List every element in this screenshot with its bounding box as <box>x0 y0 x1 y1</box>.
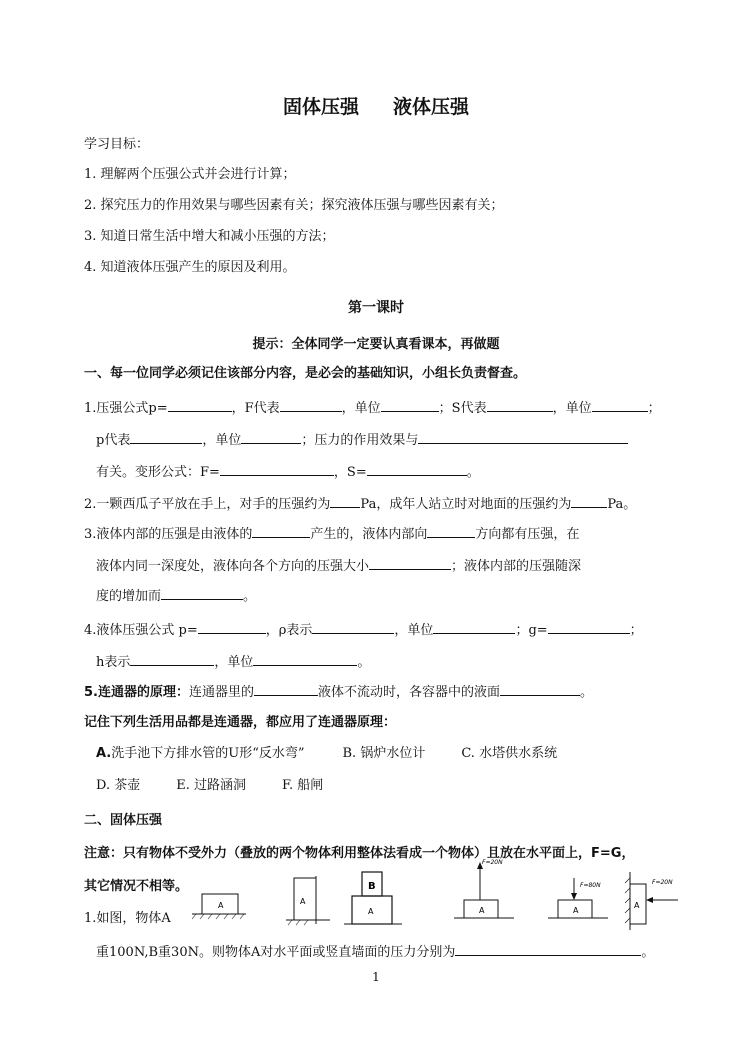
text: ；压力的作用效果与 <box>301 433 419 448</box>
text: 。 <box>580 685 594 700</box>
title-part-2: 液体压强 <box>393 96 470 118</box>
lesson-title: 第一课时 <box>348 300 404 316</box>
question-1-line-2 <box>96 430 628 450</box>
text: ，F代表 <box>231 401 280 416</box>
force-label: F=20N <box>652 879 673 886</box>
blank-rho-meaning[interactable] <box>312 620 394 634</box>
blank-same-liquid[interactable] <box>254 682 318 696</box>
blank-g-value[interactable] <box>548 620 630 634</box>
blank-level[interactable] <box>500 682 580 696</box>
blank-h-meaning[interactable] <box>130 652 214 666</box>
question-2 <box>84 494 636 514</box>
text: 产生的，液体内部向 <box>310 527 428 542</box>
blank-h-unit[interactable] <box>253 652 357 666</box>
label-a: A <box>573 906 579 915</box>
figure-block-on-floor <box>190 890 250 930</box>
objective-item-3: 3. 知道日常生活中增大和减小压强的方法； <box>84 229 335 244</box>
note-line-2: 其它情况不相等。 <box>84 879 189 894</box>
blank-person-pressure[interactable] <box>571 494 607 508</box>
text: 度的增加而 <box>96 589 162 604</box>
text: 液体内同一深度处，液体向各个方向的压强大小 <box>96 559 370 574</box>
label-a: A <box>479 906 485 915</box>
force-label: F=80N <box>580 882 601 889</box>
floor-hatch <box>192 914 244 919</box>
blank-increase[interactable] <box>161 586 243 600</box>
objective-item-4: 4. 知道液体压强产生的原因及利用。 <box>84 260 296 275</box>
blank-effect-factors[interactable] <box>418 430 628 444</box>
blank-p-unit[interactable] <box>241 430 301 444</box>
lesson-hint: 提示：全体同学一定要认真看课本，再做题 <box>252 337 500 352</box>
text: h表示 <box>96 655 131 670</box>
question-3-line-2 <box>96 556 581 576</box>
blank-liquid-formula[interactable] <box>198 620 266 634</box>
objective-item-1: 1. 理解两个压强公式并会进行计算； <box>84 167 296 182</box>
label-a: A <box>218 901 224 910</box>
blank-formula[interactable] <box>168 398 232 412</box>
section-1-heading: 一、每一位同学必须记住该部分内容，是必会的基础知识，小组长负责督查。 <box>84 366 527 381</box>
note-line-1: 注意：只有物体不受外力（叠放的两个物体利用整体法看成一个物体）且放在水平面上，F=G， <box>84 846 635 861</box>
blank-f-meaning[interactable] <box>280 398 342 412</box>
text: 5.连通器的原理： <box>84 685 189 700</box>
text: 4.液体压强公式 p= <box>84 623 198 638</box>
text: ；S代表 <box>438 401 487 416</box>
figure-block-against-wall <box>286 872 332 932</box>
floor-hatch <box>288 920 308 925</box>
text: 。 <box>357 655 371 670</box>
text: ，单位 <box>202 433 242 448</box>
text: 3.液体内部的压强是由液体的 <box>84 527 253 542</box>
question-4-line-1 <box>84 620 643 640</box>
text: p代表 <box>96 433 131 448</box>
text: Pa，成年人站立时对地面的压强约为 <box>360 497 572 512</box>
blank-p-meaning[interactable] <box>130 430 202 444</box>
options-row-1 <box>96 745 557 763</box>
option-f: F. 船闸 <box>282 778 324 793</box>
text: ；液体内部的压强随深 <box>451 559 582 574</box>
question-4-line-2 <box>96 652 370 672</box>
option-a: 洗手池下方排水管的U形“反水弯” <box>111 746 305 761</box>
option-c: C. 水塔供水系统 <box>461 746 558 761</box>
text: 有关。变形公式：F= <box>96 465 220 480</box>
text: 。 <box>243 589 257 604</box>
wall-hatch <box>625 878 630 923</box>
objective-item-2: 2. 探究压力的作用效果与哪些因素有关；探究液体压强与哪些因素有关； <box>84 198 504 213</box>
title-part-1: 固体压强 <box>282 96 359 118</box>
blank-rho-unit[interactable] <box>433 620 515 634</box>
text: 重100N,B重30N。则物体A对水平面或竖直墙面的压力分别为 <box>96 945 456 960</box>
section-2-heading: 二、固体压强 <box>84 813 163 828</box>
blank-s-unit[interactable] <box>592 398 648 412</box>
question-1-line-1 <box>84 398 661 418</box>
text: ，单位 <box>214 655 254 670</box>
question-3-line-3 <box>96 586 256 606</box>
blank-pressure-answers[interactable] <box>455 942 641 956</box>
blank-seed-pressure[interactable] <box>330 494 360 508</box>
text: A. <box>96 746 112 761</box>
blank-direction[interactable] <box>427 524 475 538</box>
question-3-line-1 <box>84 524 579 544</box>
text: 连通器里的 <box>188 685 254 700</box>
figure-block-pulled-up <box>452 856 518 932</box>
text: 。 <box>466 465 480 480</box>
objectives-heading: 学习目标： <box>84 137 150 152</box>
question-5 <box>84 682 593 702</box>
text: 方向都有压强，在 <box>475 527 580 542</box>
text: ，单位 <box>552 401 592 416</box>
arrow-head <box>571 893 577 900</box>
text: ，单位 <box>341 401 381 416</box>
option-d: D. 茶壶 <box>96 778 141 793</box>
text: Pa。 <box>607 497 637 512</box>
arrow-head <box>646 897 653 903</box>
label-a: A <box>300 897 306 906</box>
blank-s-formula[interactable] <box>367 462 467 476</box>
force-label: F=20N <box>482 859 503 866</box>
label-a: A <box>368 907 374 916</box>
page-number: 1 <box>372 970 380 984</box>
options-row-2 <box>96 777 323 795</box>
figure-stacked-blocks <box>344 868 404 932</box>
option-e: E. 过路涵洞 <box>176 778 246 793</box>
remember-heading: 记住下列生活用品都是连通器，都应用了连通器原理： <box>84 715 397 730</box>
text: 2.一颗西瓜子平放在手上，对手的压强约为 <box>84 497 331 512</box>
text: ； <box>647 401 661 416</box>
text: ，单位 <box>394 623 434 638</box>
question-s2-1-line-2 <box>96 942 654 962</box>
blank-cause[interactable] <box>252 524 310 538</box>
figure-block-pushed-down <box>546 874 612 932</box>
question-s2-1-line-1: 1.如图，物体A <box>84 911 171 926</box>
text: 液体不流动时，各容器中的液面 <box>318 685 501 700</box>
question-1-line-3 <box>96 462 480 482</box>
blank-f-formula[interactable] <box>220 462 334 476</box>
text: ，S= <box>333 465 367 480</box>
blank-f-unit[interactable] <box>381 398 439 412</box>
text: ，ρ表示 <box>265 623 313 638</box>
figure-block-pressed-to-wall <box>620 870 686 932</box>
text: 。 <box>641 945 655 960</box>
blank-equal[interactable] <box>369 556 451 570</box>
text: ；g= <box>515 623 548 638</box>
text: ； <box>629 623 643 638</box>
label-a: A <box>634 901 640 910</box>
page-title <box>0 92 752 119</box>
blank-s-meaning[interactable] <box>487 398 553 412</box>
option-b: B. 锅炉水位计 <box>342 746 426 761</box>
text: 1.压强公式p= <box>84 401 168 416</box>
label-b: B <box>368 881 376 892</box>
